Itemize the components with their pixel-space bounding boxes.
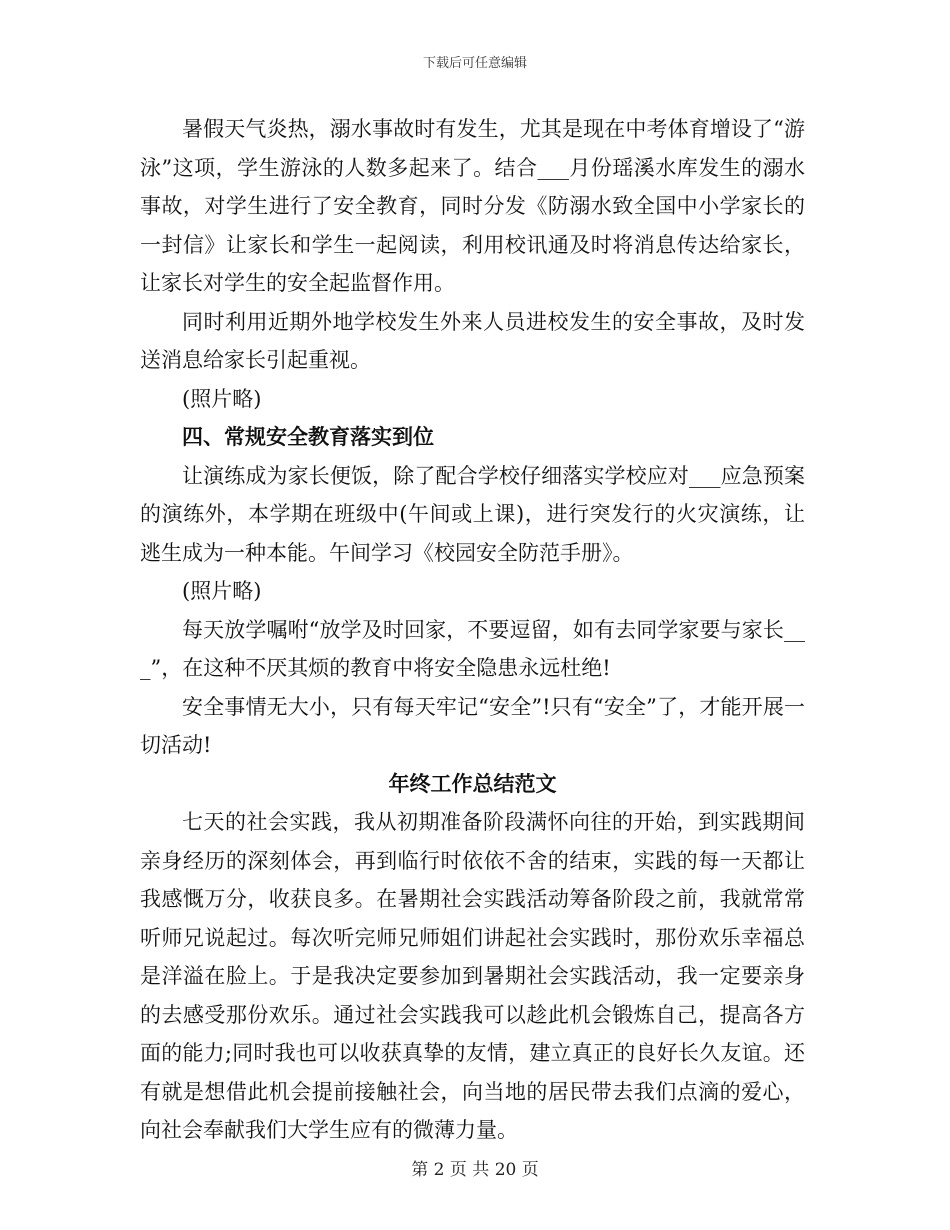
paragraph-swimming-safety: 暑假天气炎热，溺水事故时有发生，尤其是现在中考体育增设了“游泳”这项，学生游泳的人数多起来了。结合___月份瑶溪水库发生的溺水事故，对学生进行了安全教育，同时分发《防溺水致全国中小学家长的一封信》让家长和学生一起阅读，利用校讯通及时将消息传达给家长，让家长对学生的安全起监督作用。 [140, 117, 805, 295]
photo-placeholder-2: (照片略) [182, 579, 262, 603]
paragraph-daily-reminder: 每天放学嘱咐“放学及时回家，不要逗留，如有去同学家要与家长___”，在这种不厌其烦的教育中将安全隐患永远杜绝! [140, 617, 805, 680]
page-header: 下载后可任意编辑 [422, 56, 527, 71]
section-heading-4: 四、常规安全教育落实到位 [182, 424, 434, 449]
document-body [140, 110, 805, 1150]
photo-placeholder-1: (照片略) [182, 386, 262, 411]
paragraph-drills: 让演练成为家长便饭，除了配合学校仔细落实学校应对___应急预案的演练外，本学期在班级中(午间或上课)，进行突发行的火灾演练，让逃生成为一种本能。午间学习《校园安全防范手册》。 [140, 463, 805, 565]
paragraph-social-practice: 七天的社会实践，我从初期准备阶段满怀向往的开始，到实践期间亲身经历的深刻体会，再到临行时依依不舍的结束，实践的每一天都让我感慨万分，收获良多。在暑期社会实践活动筹备阶段之前，我就常常听师兄说起过。每次听完师兄师姐们讲起社会实践时，那份欢乐幸福总是洋溢在脸上。于是我决定要参加到暑期社会实践活动，我一定要亲身的去感受那份欢乐。通过社会实践我可以趁此机会锻炼自己，提高各方面的能力;同时我也可以收获真挚的友情，建立真正的良好长久友谊。还有就是想借此机会提前接触社会，向当地的居民带去我们点滴的爱心，向社会奉献我们大学生应有的微薄力量。 [140, 810, 805, 1142]
paragraph-outsider-safety: 同时利用近期外地学校发生外来人员进校发生的安全事故，及时发送消息给家长引起重视。 [140, 309, 805, 372]
paragraph-safety-first: 安全事情无大小，只有每天牢记“安全”!只有“安全”了，才能开展一切活动! [140, 694, 805, 757]
page-footer: 第 2 页 共 20 页 [411, 1160, 539, 1180]
section-title-year-end-summary: 年终工作总结范文 [388, 770, 557, 796]
